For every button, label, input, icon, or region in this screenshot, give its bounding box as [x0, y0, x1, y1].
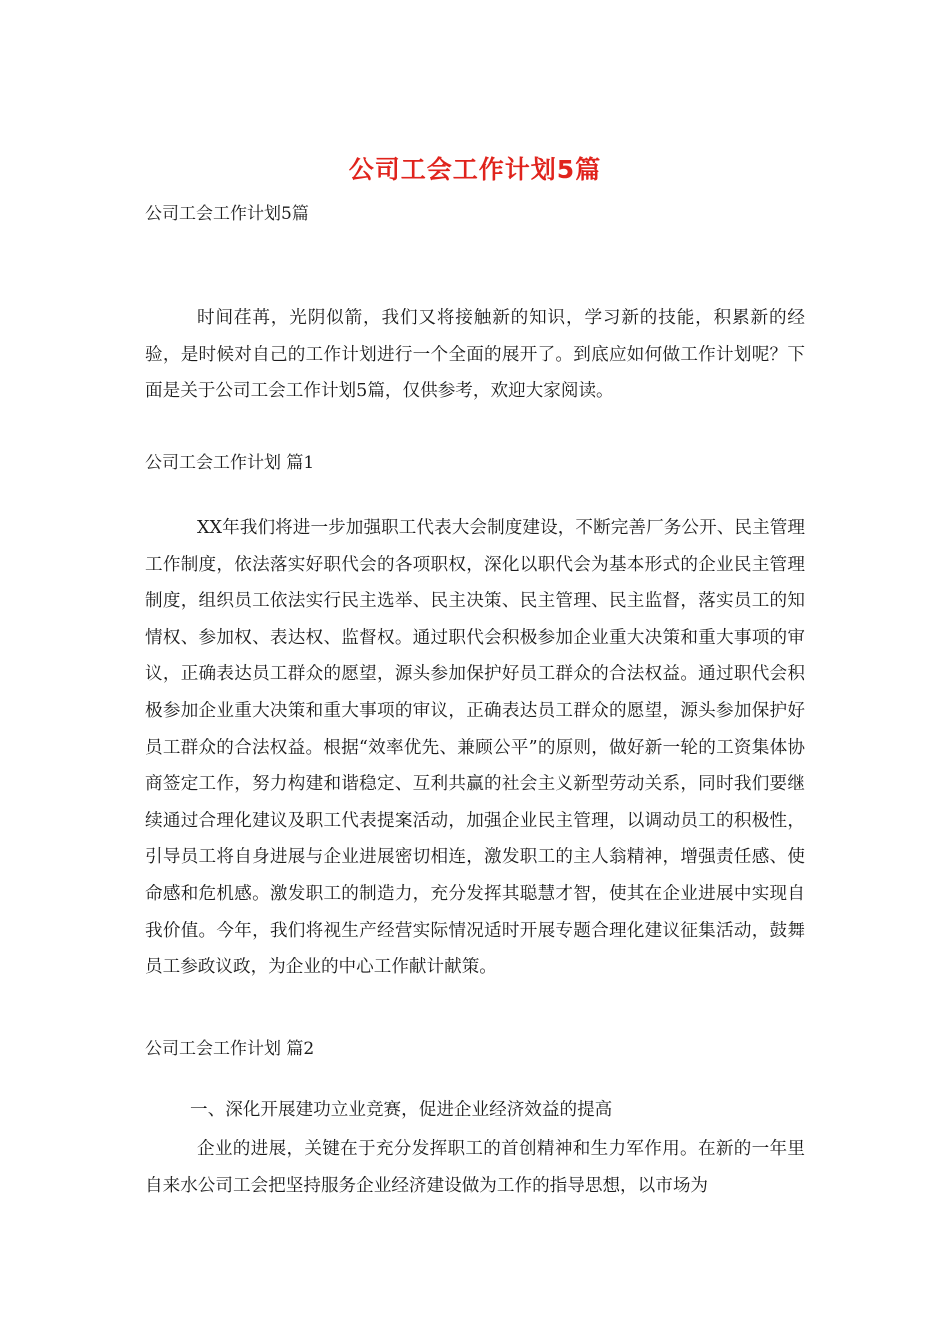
- document-title: 公司工会工作计划5篇: [348, 155, 602, 184]
- document-subtitle: 公司工会工作计划5篇: [145, 204, 309, 224]
- section-heading: 公司工会工作计划 篇1: [145, 453, 315, 473]
- section-body: 企业的进展，关键在于充分发挥职工的首创精神和生力军作用。在新的一年里自来水公司工会把坚持服务企业经济建设做为工作的指导思想，以市场为: [145, 1139, 805, 1196]
- section-heading: 公司工会工作计划 篇2: [145, 1039, 315, 1059]
- section-subheading: 一、深化开展建功立业竞赛，促进企业经济效益的提高: [190, 1100, 613, 1120]
- section-body: XX年我们将进一步加强职工代表大会制度建设，不断完善厂务公开、民主管理工作制度，依法落实好职代会的各项职权，深化以职代会为基本形式的企业民主管理制度，组织员工依法实行民主选举、民主决策、民主管理、民主监督，落实员工的知情权、参加权、表达权、监督权。通过职代会积极参加企业重大决策和重大事项的审议，正确表达员工群众的愿望，源头参加保护好员工群众的合法权益。通过职代会积极参加企业重大决策和重大事项的审议，正确表达员工群众的愿望，源头参加保护好员工群众的合法权益。根据“效率优先、兼顾公平”的原则，做好新一轮的工资集体协商签定工作，努力构建和谐稳定、互利共赢的社会主义新型劳动关系，同时我们要继续通过合理化建议及职工代表提案活动，加强企业民主管理，以调动员工的积极性，引导员工将自身进展与企业进展密切相连，激发职工的主人翁精神，增强责任感、使命感和危机感。激发职工的制造力，充分发挥其聪慧才智，使其在企业进展中实现自我价值。今年，我们将视生产经营实际情况适时开展专题合理化建议征集活动，鼓舞员工参政议政，为企业的中心工作献计献策。: [145, 518, 805, 978]
- intro-paragraph: 时间荏苒，光阴似箭，我们又将接触新的知识，学习新的技能，积累新的经验，是时候对自己的工作计划进行一个全面的展开了。到底应如何做工作计划呢？下面是关于公司工会工作计划5篇，仅供参考，欢迎大家阅读。: [145, 308, 805, 402]
